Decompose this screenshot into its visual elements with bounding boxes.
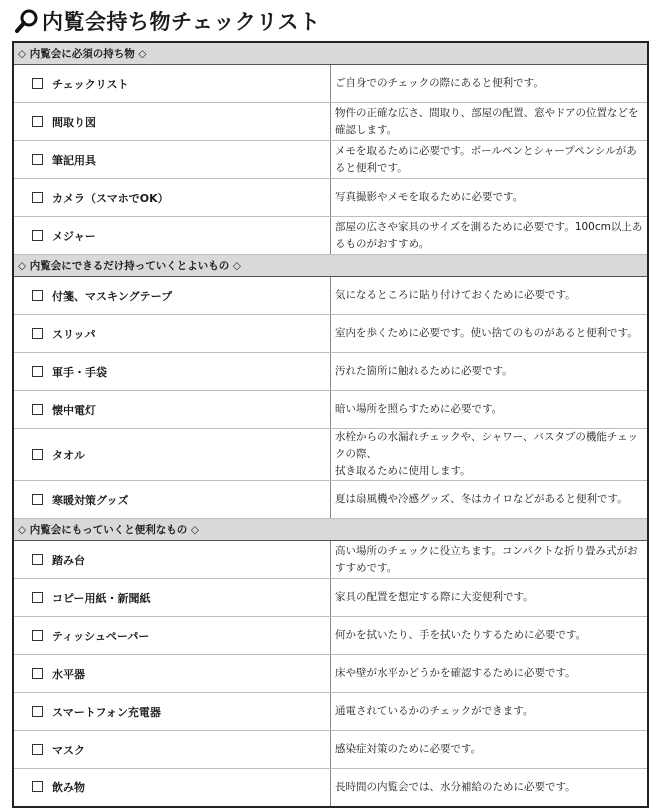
item-name-cell bbox=[13, 65, 331, 103]
item-description: 感染症対策のために必要です。 bbox=[331, 731, 649, 769]
checklist-row bbox=[13, 579, 648, 617]
item-name-cell bbox=[13, 391, 331, 429]
checkbox[interactable] bbox=[32, 781, 43, 792]
checklist-row bbox=[13, 655, 648, 693]
item-name-cell bbox=[13, 617, 331, 655]
checkbox[interactable] bbox=[32, 592, 43, 603]
item-description bbox=[331, 429, 649, 481]
item-name: 筆記用具 bbox=[52, 153, 96, 167]
item-description: ご自身でのチェックの際にあると便利です。 bbox=[331, 65, 649, 103]
item-description: メモを取るために必要です。ボールペンとシャープペンシルがあると便利です。 bbox=[331, 141, 649, 179]
item-name: 飲み物 bbox=[52, 781, 85, 795]
item-name-cell bbox=[13, 315, 331, 353]
checkbox[interactable] bbox=[32, 494, 43, 505]
item-name-cell bbox=[13, 693, 331, 731]
item-description: 何かを拭いたり、手を拭いたりするために必要です。 bbox=[331, 617, 649, 655]
checklist-row bbox=[13, 731, 648, 769]
item-name: 寒暖対策グッズ bbox=[52, 493, 129, 507]
checkbox[interactable] bbox=[32, 404, 43, 415]
item-name-cell bbox=[13, 103, 331, 141]
item-name-cell bbox=[13, 655, 331, 693]
checkbox[interactable] bbox=[32, 706, 43, 717]
checklist-row bbox=[13, 769, 648, 807]
section-header-label: ◇ 内覧会にもっていくと便利なもの ◇ bbox=[13, 519, 648, 541]
checklist-row bbox=[13, 693, 648, 731]
checkbox[interactable] bbox=[32, 230, 43, 241]
section-header bbox=[13, 255, 648, 277]
item-description: 暗い場所を照らすために必要です。 bbox=[331, 391, 649, 429]
item-description: 物件の正確な広さ、間取り、部屋の配置、窓やドアの位置などを確認します。 bbox=[331, 103, 649, 141]
magnifier-icon bbox=[14, 8, 40, 34]
item-description: 写真撮影やメモを取るために必要です。 bbox=[331, 179, 649, 217]
item-description: 部屋の広さや家具のサイズを測るために必要です。100cm以上あるものがおすすめ。 bbox=[331, 217, 649, 255]
checklist-row bbox=[13, 103, 648, 141]
item-name: ティッシュペーパー bbox=[52, 629, 150, 643]
checkbox[interactable] bbox=[32, 116, 43, 127]
item-name: 踏み台 bbox=[52, 553, 85, 567]
checklist-row bbox=[13, 617, 648, 655]
checklist-row bbox=[13, 217, 648, 255]
checkbox[interactable] bbox=[32, 78, 43, 89]
item-name: スマートフォン充電器 bbox=[52, 705, 161, 719]
checkbox[interactable] bbox=[32, 554, 43, 565]
item-name: タオル bbox=[52, 448, 85, 462]
section-header bbox=[13, 519, 648, 541]
checkbox[interactable] bbox=[32, 328, 43, 339]
item-description-line1: 水栓からの水漏れチェックや、シャワー、バスタブの機能チェックの際、 bbox=[335, 431, 639, 460]
item-name: スリッパ bbox=[52, 327, 96, 341]
item-name: コピー用紙・新聞紙 bbox=[52, 591, 151, 605]
item-description: 家具の配置を想定する際に大変便利です。 bbox=[331, 579, 649, 617]
item-name-cell bbox=[13, 579, 331, 617]
item-name-cell bbox=[13, 429, 331, 481]
checkbox[interactable] bbox=[32, 744, 43, 755]
item-description: 高い場所のチェックに役立ちます。コンパクトな折り畳み式がおすすめです。 bbox=[331, 541, 649, 579]
checkbox[interactable] bbox=[32, 449, 43, 460]
item-description: 室内を歩くために必要です。使い捨てのものがあると便利です。 bbox=[331, 315, 649, 353]
item-name-cell bbox=[13, 731, 331, 769]
checklist-table bbox=[12, 41, 649, 808]
item-name: 間取り図 bbox=[52, 115, 96, 129]
checklist-row bbox=[13, 541, 648, 579]
checkbox[interactable] bbox=[32, 630, 43, 641]
item-description: 床や壁が水平かどうかを確認するために必要です。 bbox=[331, 655, 649, 693]
item-name: 懐中電灯 bbox=[52, 403, 96, 417]
checklist-row bbox=[13, 429, 648, 481]
item-name-cell bbox=[13, 217, 331, 255]
item-name: 付箋、マスキングテープ bbox=[52, 289, 173, 303]
checklist-row bbox=[13, 481, 648, 519]
item-name-cell bbox=[13, 769, 331, 807]
checklist-row bbox=[13, 353, 648, 391]
checkbox[interactable] bbox=[32, 192, 43, 203]
checkbox[interactable] bbox=[32, 366, 43, 377]
page-title bbox=[14, 4, 320, 38]
item-name-cell bbox=[13, 141, 331, 179]
item-description: 長時間の内覧会では、水分補給のために必要です。 bbox=[331, 769, 649, 807]
checkbox[interactable] bbox=[32, 290, 43, 301]
page-title-text: 内覧会持ち物チェックリスト bbox=[42, 10, 321, 34]
section-header-label: ◇ 内覧会にできるだけ持っていくとよいもの ◇ bbox=[13, 255, 648, 277]
checklist-row bbox=[13, 277, 648, 315]
item-description: 通電されているかのチェックができます。 bbox=[331, 693, 649, 731]
item-description: 気になるところに貼り付けておくために必要です。 bbox=[331, 277, 649, 315]
item-name-cell bbox=[13, 353, 331, 391]
checklist-row bbox=[13, 179, 648, 217]
item-name-cell bbox=[13, 481, 331, 519]
checklist-row bbox=[13, 315, 648, 353]
item-name: メジャー bbox=[52, 229, 96, 243]
item-name: カメラ（スマホでOK） bbox=[52, 191, 169, 205]
checkbox[interactable] bbox=[32, 668, 43, 679]
item-name: 水平器 bbox=[52, 667, 85, 681]
item-name: マスク bbox=[52, 743, 85, 757]
section-header bbox=[13, 42, 648, 65]
item-name: チェックリスト bbox=[52, 77, 129, 91]
item-description-line2: 拭き取るために使用します。 bbox=[335, 465, 471, 477]
checklist-row bbox=[13, 65, 648, 103]
item-name-cell bbox=[13, 277, 331, 315]
item-description: 夏は扇風機や冷感グッズ、冬はカイロなどがあると便利です。 bbox=[331, 481, 649, 519]
item-description: 汚れた箇所に触れるために必要です。 bbox=[331, 353, 649, 391]
section-header-label: ◇ 内覧会に必須の持ち物 ◇ bbox=[13, 42, 648, 65]
checklist-row bbox=[13, 391, 648, 429]
checkbox[interactable] bbox=[32, 154, 43, 165]
item-name-cell bbox=[13, 179, 331, 217]
checklist-row bbox=[13, 141, 648, 179]
item-name-cell bbox=[13, 541, 331, 579]
item-name: 軍手・手袋 bbox=[52, 365, 107, 379]
